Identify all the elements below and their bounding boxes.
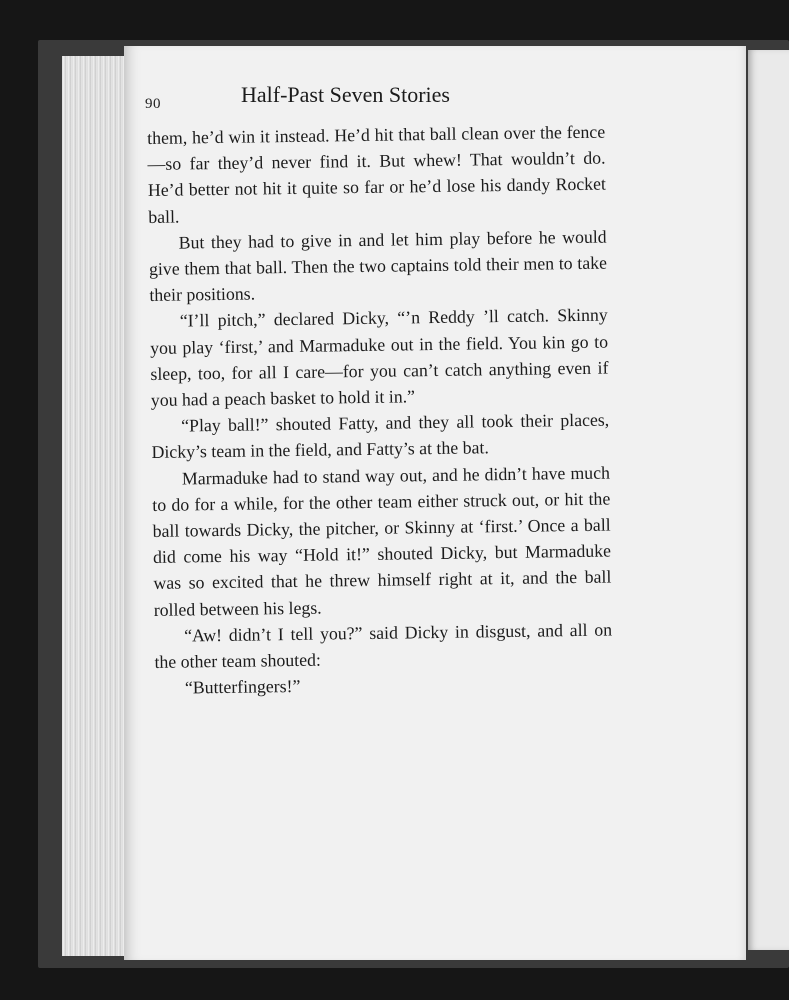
body-text: [147, 119, 613, 702]
page-number: 90: [145, 96, 161, 112]
paragraph: “Butterfingers!”: [184, 676, 301, 698]
page-header: [145, 82, 605, 122]
facing-page-edge: [748, 50, 789, 950]
paragraph: But they had to give in and let him play before he would give them that ball. Then the two captains told their men to take their positions.: [148, 226, 608, 306]
paragraph: “Aw! didn’t I tell you?” said Dicky in disgust, and all on the other team shouted:: [154, 619, 613, 673]
running-title: Half-Past Seven Stories: [241, 82, 450, 107]
paragraph: “I’ll pitch,” declared Dicky, “’n Reddy ’ll catch. Skinny you play ‘first,’ and Marmaduke out in the field. You kin go to sleep, too, for all I care—for you can’t catch anything even if you had a peach basket to hold it in.”: [149, 305, 609, 411]
paragraph: “Play ball!” shouted Fatty, and they all took their places, Dicky’s team in the field, and Fatty’s at the bat.: [151, 409, 610, 463]
paragraph: Marmaduke had to stand way out, and he didn’t have much to do for a while, for the other team either struck out, or hit the ball towards Dicky, the pitcher, or Skinny at ‘first.’ Once a ball did come his way “Hold it!” shouted Dicky, but Marmaduke was so excited that he threw himself right at it, and the ball rolled between his legs.: [152, 462, 612, 620]
paragraph: them, he’d win it instead. He’d hit that ball clean over the fence—so far they’d never find it. But whew! That wouldn’t do. He’d better not hit it quite so far or he’d lose his dandy Rocket ball.: [147, 121, 607, 227]
